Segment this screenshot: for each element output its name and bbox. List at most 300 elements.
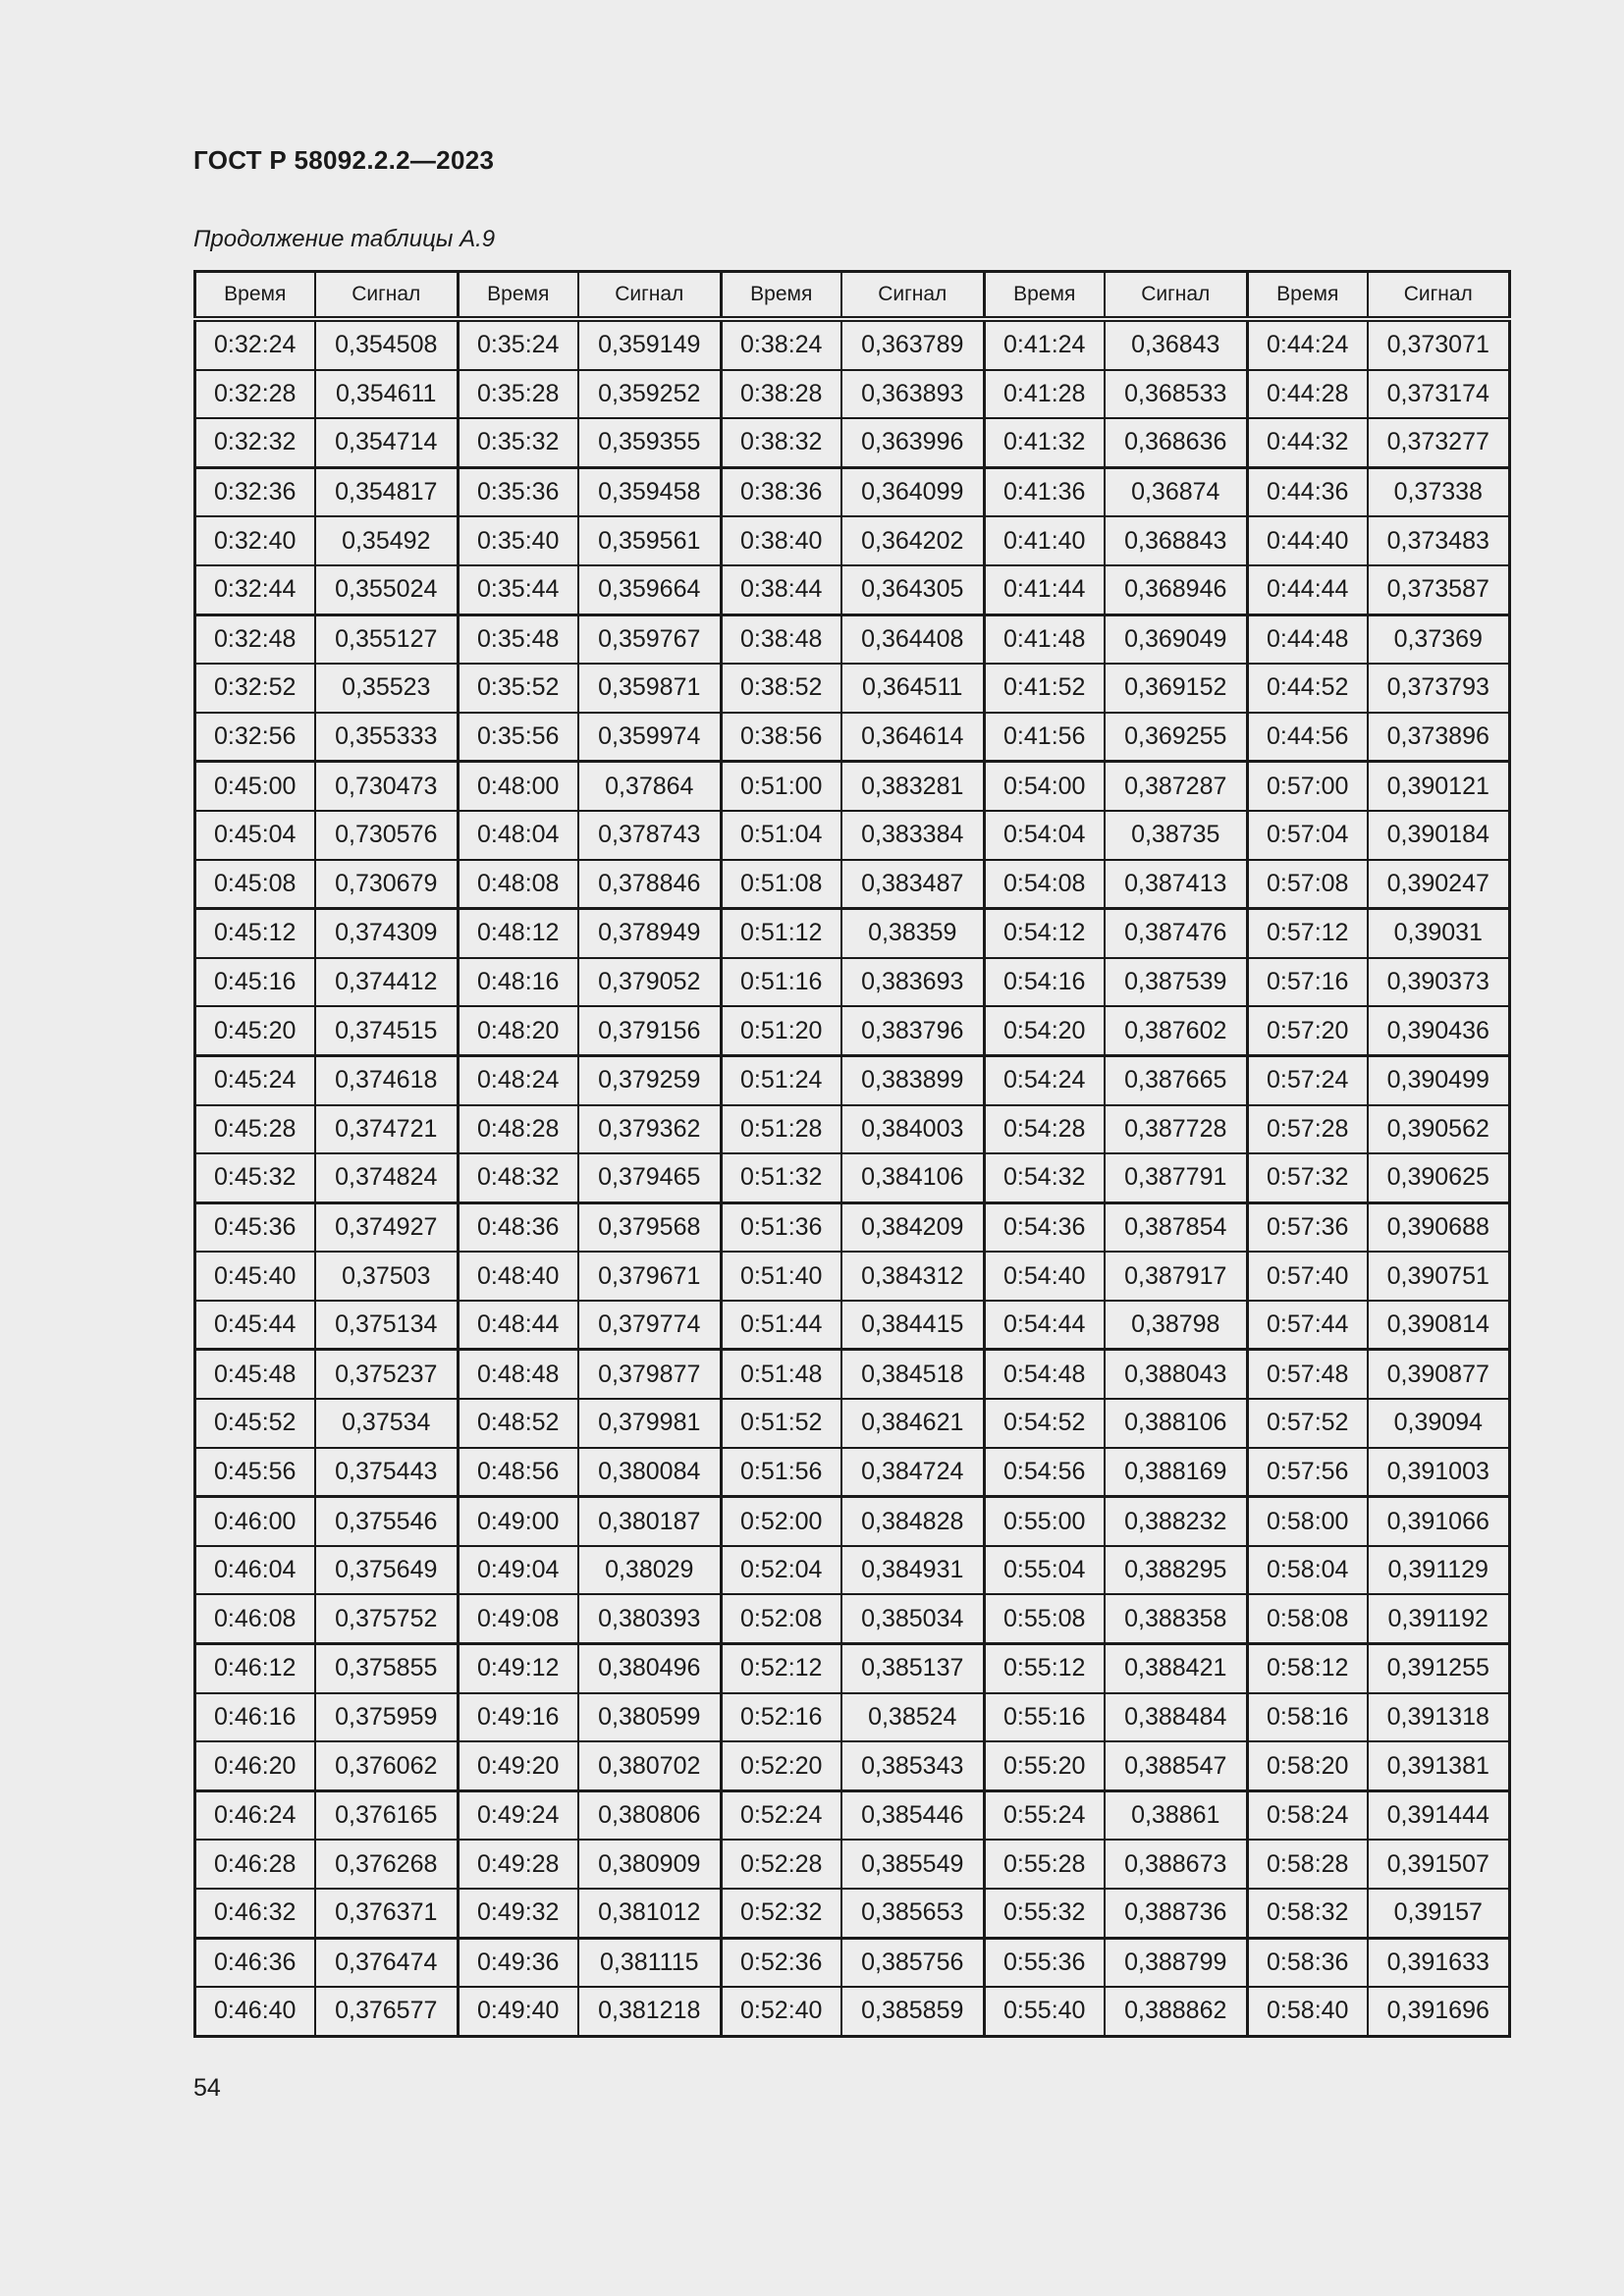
time-cell: 0:44:52 (1248, 664, 1368, 713)
time-cell: 0:57:16 (1248, 958, 1368, 1007)
time-cell: 0:55:08 (985, 1594, 1105, 1643)
signal-cell: 0,379465 (578, 1153, 722, 1202)
time-cell: 0:57:32 (1248, 1153, 1368, 1202)
signal-cell: 0,359458 (578, 467, 722, 516)
signal-cell: 0,363996 (841, 418, 985, 467)
signal-cell: 0,383899 (841, 1055, 985, 1104)
signal-cell: 0,379981 (578, 1399, 722, 1448)
signal-cell: 0,385756 (841, 1938, 985, 1987)
signal-cell: 0,390877 (1368, 1350, 1510, 1399)
signal-cell: 0,354508 (315, 319, 459, 370)
signal-cell: 0,391444 (1368, 1790, 1510, 1840)
signal-cell: 0,387287 (1105, 762, 1248, 811)
signal-cell: 0,38359 (841, 909, 985, 958)
time-cell: 0:48:24 (459, 1055, 578, 1104)
signal-cell: 0,388358 (1105, 1594, 1248, 1643)
signal-cell: 0,381115 (578, 1938, 722, 1987)
time-cell: 0:55:00 (985, 1497, 1105, 1546)
time-cell: 0:45:12 (195, 909, 315, 958)
time-cell: 0:35:56 (459, 713, 578, 762)
time-cell: 0:45:52 (195, 1399, 315, 1448)
signal-cell: 0,379259 (578, 1055, 722, 1104)
time-cell: 0:54:52 (985, 1399, 1105, 1448)
time-cell: 0:54:44 (985, 1301, 1105, 1350)
signal-cell: 0,369049 (1105, 614, 1248, 664)
signal-cell: 0,359561 (578, 516, 722, 565)
table-row (195, 1055, 1510, 1104)
signal-cell: 0,384724 (841, 1448, 985, 1497)
time-cell: 0:49:20 (459, 1741, 578, 1790)
time-cell: 0:55:32 (985, 1889, 1105, 1938)
time-cell: 0:46:24 (195, 1790, 315, 1840)
time-cell: 0:58:08 (1248, 1594, 1368, 1643)
time-cell: 0:55:12 (985, 1644, 1105, 1693)
signal-cell: 0,385549 (841, 1840, 985, 1889)
time-cell: 0:44:24 (1248, 319, 1368, 370)
time-cell: 0:58:04 (1248, 1546, 1368, 1595)
signal-cell: 0,387665 (1105, 1055, 1248, 1104)
time-cell: 0:57:52 (1248, 1399, 1368, 1448)
time-cell: 0:54:48 (985, 1350, 1105, 1399)
column-header-time: Время (195, 272, 315, 320)
signal-cell: 0,384621 (841, 1399, 985, 1448)
signal-cell: 0,368843 (1105, 516, 1248, 565)
table-row (195, 1252, 1510, 1301)
time-cell: 0:57:48 (1248, 1350, 1368, 1399)
signal-cell: 0,383384 (841, 811, 985, 860)
signal-cell: 0,359974 (578, 713, 722, 762)
time-cell: 0:51:40 (722, 1252, 841, 1301)
signal-cell: 0,375855 (315, 1644, 459, 1693)
signal-cell: 0,38798 (1105, 1301, 1248, 1350)
signal-cell: 0,364511 (841, 664, 985, 713)
signal-cell: 0,390688 (1368, 1202, 1510, 1252)
column-header-signal: Сигнал (578, 272, 722, 320)
signal-cell: 0,390247 (1368, 860, 1510, 909)
time-cell: 0:38:32 (722, 418, 841, 467)
signal-cell: 0,38524 (841, 1693, 985, 1742)
time-cell: 0:44:56 (1248, 713, 1368, 762)
time-cell: 0:51:44 (722, 1301, 841, 1350)
time-cell: 0:54:40 (985, 1252, 1105, 1301)
signal-cell: 0,730576 (315, 811, 459, 860)
time-cell: 0:55:24 (985, 1790, 1105, 1840)
table-row (195, 1448, 1510, 1497)
time-cell: 0:48:36 (459, 1202, 578, 1252)
time-cell: 0:51:04 (722, 811, 841, 860)
time-cell: 0:38:52 (722, 664, 841, 713)
signal-cell: 0,375959 (315, 1693, 459, 1742)
signal-cell: 0,374824 (315, 1153, 459, 1202)
signal-cell: 0,374412 (315, 958, 459, 1007)
time-cell: 0:45:36 (195, 1202, 315, 1252)
signal-cell: 0,388232 (1105, 1497, 1248, 1546)
signal-cell: 0,388547 (1105, 1741, 1248, 1790)
signal-cell: 0,380084 (578, 1448, 722, 1497)
signal-cell: 0,376577 (315, 1987, 459, 2036)
time-cell: 0:49:36 (459, 1938, 578, 1987)
signal-cell: 0,391192 (1368, 1594, 1510, 1643)
table-row (195, 713, 1510, 762)
table-row (195, 860, 1510, 909)
time-cell: 0:32:56 (195, 713, 315, 762)
time-cell: 0:48:48 (459, 1350, 578, 1399)
time-cell: 0:41:44 (985, 565, 1105, 614)
time-cell: 0:55:40 (985, 1987, 1105, 2036)
time-cell: 0:45:00 (195, 762, 315, 811)
time-cell: 0:52:28 (722, 1840, 841, 1889)
time-cell: 0:57:08 (1248, 860, 1368, 909)
time-cell: 0:32:36 (195, 467, 315, 516)
signal-cell: 0,374515 (315, 1006, 459, 1055)
time-cell: 0:35:48 (459, 614, 578, 664)
signal-cell: 0,373277 (1368, 418, 1510, 467)
time-cell: 0:35:28 (459, 370, 578, 419)
time-cell: 0:44:48 (1248, 614, 1368, 664)
time-cell: 0:48:04 (459, 811, 578, 860)
signal-cell: 0,373071 (1368, 319, 1510, 370)
signal-cell: 0,36874 (1105, 467, 1248, 516)
time-cell: 0:57:36 (1248, 1202, 1368, 1252)
signal-cell: 0,391507 (1368, 1840, 1510, 1889)
signal-cell: 0,373587 (1368, 565, 1510, 614)
time-cell: 0:46:04 (195, 1546, 315, 1595)
time-cell: 0:52:08 (722, 1594, 841, 1643)
time-cell: 0:58:12 (1248, 1644, 1368, 1693)
time-cell: 0:51:36 (722, 1202, 841, 1252)
signal-cell: 0,378743 (578, 811, 722, 860)
table-row (195, 1938, 1510, 1987)
time-cell: 0:58:20 (1248, 1741, 1368, 1790)
signal-cell: 0,388484 (1105, 1693, 1248, 1742)
signal-cell: 0,374721 (315, 1105, 459, 1154)
time-cell: 0:58:16 (1248, 1693, 1368, 1742)
signal-cell: 0,379877 (578, 1350, 722, 1399)
signal-cell: 0,373174 (1368, 370, 1510, 419)
signal-cell: 0,380806 (578, 1790, 722, 1840)
table-row (195, 1350, 1510, 1399)
signal-cell: 0,354611 (315, 370, 459, 419)
signal-cell: 0,364099 (841, 467, 985, 516)
signal-cell: 0,376474 (315, 1938, 459, 1987)
signal-cell: 0,39157 (1368, 1889, 1510, 1938)
signal-cell: 0,383487 (841, 860, 985, 909)
time-cell: 0:55:16 (985, 1693, 1105, 1742)
time-cell: 0:52:36 (722, 1938, 841, 1987)
time-cell: 0:32:52 (195, 664, 315, 713)
signal-cell: 0,376062 (315, 1741, 459, 1790)
signal-cell: 0,385137 (841, 1644, 985, 1693)
signal-cell: 0,359767 (578, 614, 722, 664)
column-header-time: Время (722, 272, 841, 320)
signal-cell: 0,373793 (1368, 664, 1510, 713)
time-cell: 0:45:08 (195, 860, 315, 909)
signal-cell: 0,369255 (1105, 713, 1248, 762)
signal-cell: 0,355333 (315, 713, 459, 762)
signal-cell: 0,384518 (841, 1350, 985, 1399)
signal-cell: 0,354817 (315, 467, 459, 516)
time-cell: 0:32:48 (195, 614, 315, 664)
signal-cell: 0,39094 (1368, 1399, 1510, 1448)
time-cell: 0:54:08 (985, 860, 1105, 909)
signal-cell: 0,359149 (578, 319, 722, 370)
signal-cell: 0,390499 (1368, 1055, 1510, 1104)
time-cell: 0:46:16 (195, 1693, 315, 1742)
signal-cell: 0,38029 (578, 1546, 722, 1595)
time-cell: 0:58:36 (1248, 1938, 1368, 1987)
signal-cell: 0,379156 (578, 1006, 722, 1055)
time-cell: 0:41:24 (985, 319, 1105, 370)
time-cell: 0:57:44 (1248, 1301, 1368, 1350)
document-header: ГОСТ Р 58092.2.2—2023 (193, 145, 495, 175)
time-cell: 0:44:28 (1248, 370, 1368, 419)
time-cell: 0:51:12 (722, 909, 841, 958)
signal-cell: 0,391255 (1368, 1644, 1510, 1693)
table-header-row (195, 272, 1510, 320)
time-cell: 0:45:40 (195, 1252, 315, 1301)
signal-cell: 0,374927 (315, 1202, 459, 1252)
time-cell: 0:58:40 (1248, 1987, 1368, 2036)
time-cell: 0:44:36 (1248, 467, 1368, 516)
signal-cell: 0,383693 (841, 958, 985, 1007)
time-cell: 0:45:32 (195, 1153, 315, 1202)
table-row (195, 319, 1510, 370)
signal-cell: 0,373896 (1368, 713, 1510, 762)
time-cell: 0:54:12 (985, 909, 1105, 958)
time-cell: 0:49:04 (459, 1546, 578, 1595)
time-cell: 0:54:36 (985, 1202, 1105, 1252)
time-cell: 0:46:36 (195, 1938, 315, 1987)
time-cell: 0:32:28 (195, 370, 315, 419)
time-cell: 0:51:28 (722, 1105, 841, 1154)
time-cell: 0:58:32 (1248, 1889, 1368, 1938)
time-cell: 0:38:56 (722, 713, 841, 762)
time-cell: 0:35:40 (459, 516, 578, 565)
time-cell: 0:32:44 (195, 565, 315, 614)
table-row (195, 1594, 1510, 1643)
signal-cell: 0,37369 (1368, 614, 1510, 664)
time-cell: 0:57:28 (1248, 1105, 1368, 1154)
signal-cell: 0,380702 (578, 1741, 722, 1790)
time-cell: 0:51:52 (722, 1399, 841, 1448)
signal-cell: 0,388736 (1105, 1889, 1248, 1938)
time-cell: 0:51:24 (722, 1055, 841, 1104)
time-cell: 0:55:20 (985, 1741, 1105, 1790)
table-body (195, 319, 1510, 2036)
signal-cell: 0,390751 (1368, 1252, 1510, 1301)
time-cell: 0:55:28 (985, 1840, 1105, 1889)
signal-cell: 0,375443 (315, 1448, 459, 1497)
signal-cell: 0,35492 (315, 516, 459, 565)
time-cell: 0:48:16 (459, 958, 578, 1007)
time-cell: 0:58:28 (1248, 1840, 1368, 1889)
signal-cell: 0,391696 (1368, 1987, 1510, 2036)
time-cell: 0:48:40 (459, 1252, 578, 1301)
signal-cell: 0,385653 (841, 1889, 985, 1938)
signal-cell: 0,391633 (1368, 1938, 1510, 1987)
table-row (195, 1840, 1510, 1889)
signal-cell: 0,385343 (841, 1741, 985, 1790)
table-row (195, 811, 1510, 860)
signal-cell: 0,387854 (1105, 1202, 1248, 1252)
signal-cell: 0,359871 (578, 664, 722, 713)
table-row (195, 1399, 1510, 1448)
time-cell: 0:45:28 (195, 1105, 315, 1154)
signal-cell: 0,359252 (578, 370, 722, 419)
time-cell: 0:45:04 (195, 811, 315, 860)
signal-cell: 0,384209 (841, 1202, 985, 1252)
signal-cell: 0,379568 (578, 1202, 722, 1252)
signal-cell: 0,378846 (578, 860, 722, 909)
time-cell: 0:32:24 (195, 319, 315, 370)
table-row (195, 1301, 1510, 1350)
time-cell: 0:58:00 (1248, 1497, 1368, 1546)
time-cell: 0:46:32 (195, 1889, 315, 1938)
signal-cell: 0,388673 (1105, 1840, 1248, 1889)
signal-cell: 0,375649 (315, 1546, 459, 1595)
time-cell: 0:35:44 (459, 565, 578, 614)
time-cell: 0:46:08 (195, 1594, 315, 1643)
time-cell: 0:35:24 (459, 319, 578, 370)
time-cell: 0:49:32 (459, 1889, 578, 1938)
signal-cell: 0,368636 (1105, 418, 1248, 467)
time-cell: 0:35:52 (459, 664, 578, 713)
signal-cell: 0,380187 (578, 1497, 722, 1546)
signal-cell: 0,387476 (1105, 909, 1248, 958)
time-cell: 0:49:00 (459, 1497, 578, 1546)
table-row (195, 762, 1510, 811)
signal-cell: 0,38735 (1105, 811, 1248, 860)
signal-cell: 0,359664 (578, 565, 722, 614)
time-cell: 0:41:40 (985, 516, 1105, 565)
signal-cell: 0,376165 (315, 1790, 459, 1840)
signal-cell: 0,391318 (1368, 1693, 1510, 1742)
time-cell: 0:54:20 (985, 1006, 1105, 1055)
signal-cell: 0,391003 (1368, 1448, 1510, 1497)
signal-cell: 0,376268 (315, 1840, 459, 1889)
table-row (195, 467, 1510, 516)
time-cell: 0:48:44 (459, 1301, 578, 1350)
signal-cell: 0,390814 (1368, 1301, 1510, 1350)
table-row (195, 565, 1510, 614)
time-cell: 0:41:28 (985, 370, 1105, 419)
signal-cell: 0,391381 (1368, 1741, 1510, 1790)
table-row (195, 1497, 1510, 1546)
table-row (195, 1693, 1510, 1742)
time-cell: 0:46:00 (195, 1497, 315, 1546)
signal-cell: 0,380393 (578, 1594, 722, 1643)
time-cell: 0:52:04 (722, 1546, 841, 1595)
time-cell: 0:38:48 (722, 614, 841, 664)
signal-cell: 0,368533 (1105, 370, 1248, 419)
time-cell: 0:35:36 (459, 467, 578, 516)
time-cell: 0:57:20 (1248, 1006, 1368, 1055)
signal-cell: 0,387917 (1105, 1252, 1248, 1301)
signal-cell: 0,38861 (1105, 1790, 1248, 1840)
signal-cell: 0,379671 (578, 1252, 722, 1301)
time-cell: 0:46:28 (195, 1840, 315, 1889)
time-cell: 0:51:16 (722, 958, 841, 1007)
table-row (195, 958, 1510, 1007)
time-cell: 0:46:20 (195, 1741, 315, 1790)
time-cell: 0:54:28 (985, 1105, 1105, 1154)
signal-cell: 0,375134 (315, 1301, 459, 1350)
signal-cell: 0,383281 (841, 762, 985, 811)
signal-cell: 0,387539 (1105, 958, 1248, 1007)
signal-cell: 0,364408 (841, 614, 985, 664)
time-cell: 0:48:32 (459, 1153, 578, 1202)
signal-cell: 0,384003 (841, 1105, 985, 1154)
time-cell: 0:52:40 (722, 1987, 841, 2036)
time-cell: 0:52:32 (722, 1889, 841, 1938)
signal-cell: 0,385446 (841, 1790, 985, 1840)
column-header-time: Время (985, 272, 1105, 320)
signal-cell: 0,385034 (841, 1594, 985, 1643)
table-row (195, 1741, 1510, 1790)
time-cell: 0:45:44 (195, 1301, 315, 1350)
signal-cell: 0,388799 (1105, 1938, 1248, 1987)
signal-cell: 0,364305 (841, 565, 985, 614)
signal-cell: 0,381012 (578, 1889, 722, 1938)
time-cell: 0:52:16 (722, 1693, 841, 1742)
signal-cell: 0,355127 (315, 614, 459, 664)
table-row (195, 1202, 1510, 1252)
time-cell: 0:57:04 (1248, 811, 1368, 860)
signal-cell: 0,730679 (315, 860, 459, 909)
time-cell: 0:49:40 (459, 1987, 578, 2036)
table-row (195, 1006, 1510, 1055)
time-cell: 0:57:00 (1248, 762, 1368, 811)
signal-cell: 0,385859 (841, 1987, 985, 2036)
time-cell: 0:55:36 (985, 1938, 1105, 1987)
signal-cell: 0,37503 (315, 1252, 459, 1301)
time-cell: 0:32:32 (195, 418, 315, 467)
column-header-time: Время (1248, 272, 1368, 320)
column-header-time: Время (459, 272, 578, 320)
time-cell: 0:54:04 (985, 811, 1105, 860)
signal-cell: 0,384931 (841, 1546, 985, 1595)
signal-cell: 0,390625 (1368, 1153, 1510, 1202)
time-cell: 0:48:20 (459, 1006, 578, 1055)
signal-cell: 0,388169 (1105, 1448, 1248, 1497)
signal-cell: 0,364614 (841, 713, 985, 762)
signal-cell: 0,388295 (1105, 1546, 1248, 1595)
signal-cell: 0,35523 (315, 664, 459, 713)
table-row (195, 370, 1510, 419)
time-cell: 0:51:56 (722, 1448, 841, 1497)
time-cell: 0:48:00 (459, 762, 578, 811)
signal-cell: 0,387413 (1105, 860, 1248, 909)
table-row (195, 1546, 1510, 1595)
time-cell: 0:51:08 (722, 860, 841, 909)
signal-cell: 0,379362 (578, 1105, 722, 1154)
signal-cell: 0,381218 (578, 1987, 722, 2036)
table-row (195, 1105, 1510, 1154)
time-cell: 0:49:12 (459, 1644, 578, 1693)
table-row (195, 614, 1510, 664)
time-cell: 0:51:32 (722, 1153, 841, 1202)
signal-cell: 0,369152 (1105, 664, 1248, 713)
time-cell: 0:41:32 (985, 418, 1105, 467)
signal-cell: 0,379774 (578, 1301, 722, 1350)
column-header-signal: Сигнал (1368, 272, 1510, 320)
time-cell: 0:45:48 (195, 1350, 315, 1399)
signal-cell: 0,375752 (315, 1594, 459, 1643)
signal-cell: 0,37864 (578, 762, 722, 811)
time-cell: 0:38:44 (722, 565, 841, 614)
table-row (195, 664, 1510, 713)
signal-cell: 0,383796 (841, 1006, 985, 1055)
